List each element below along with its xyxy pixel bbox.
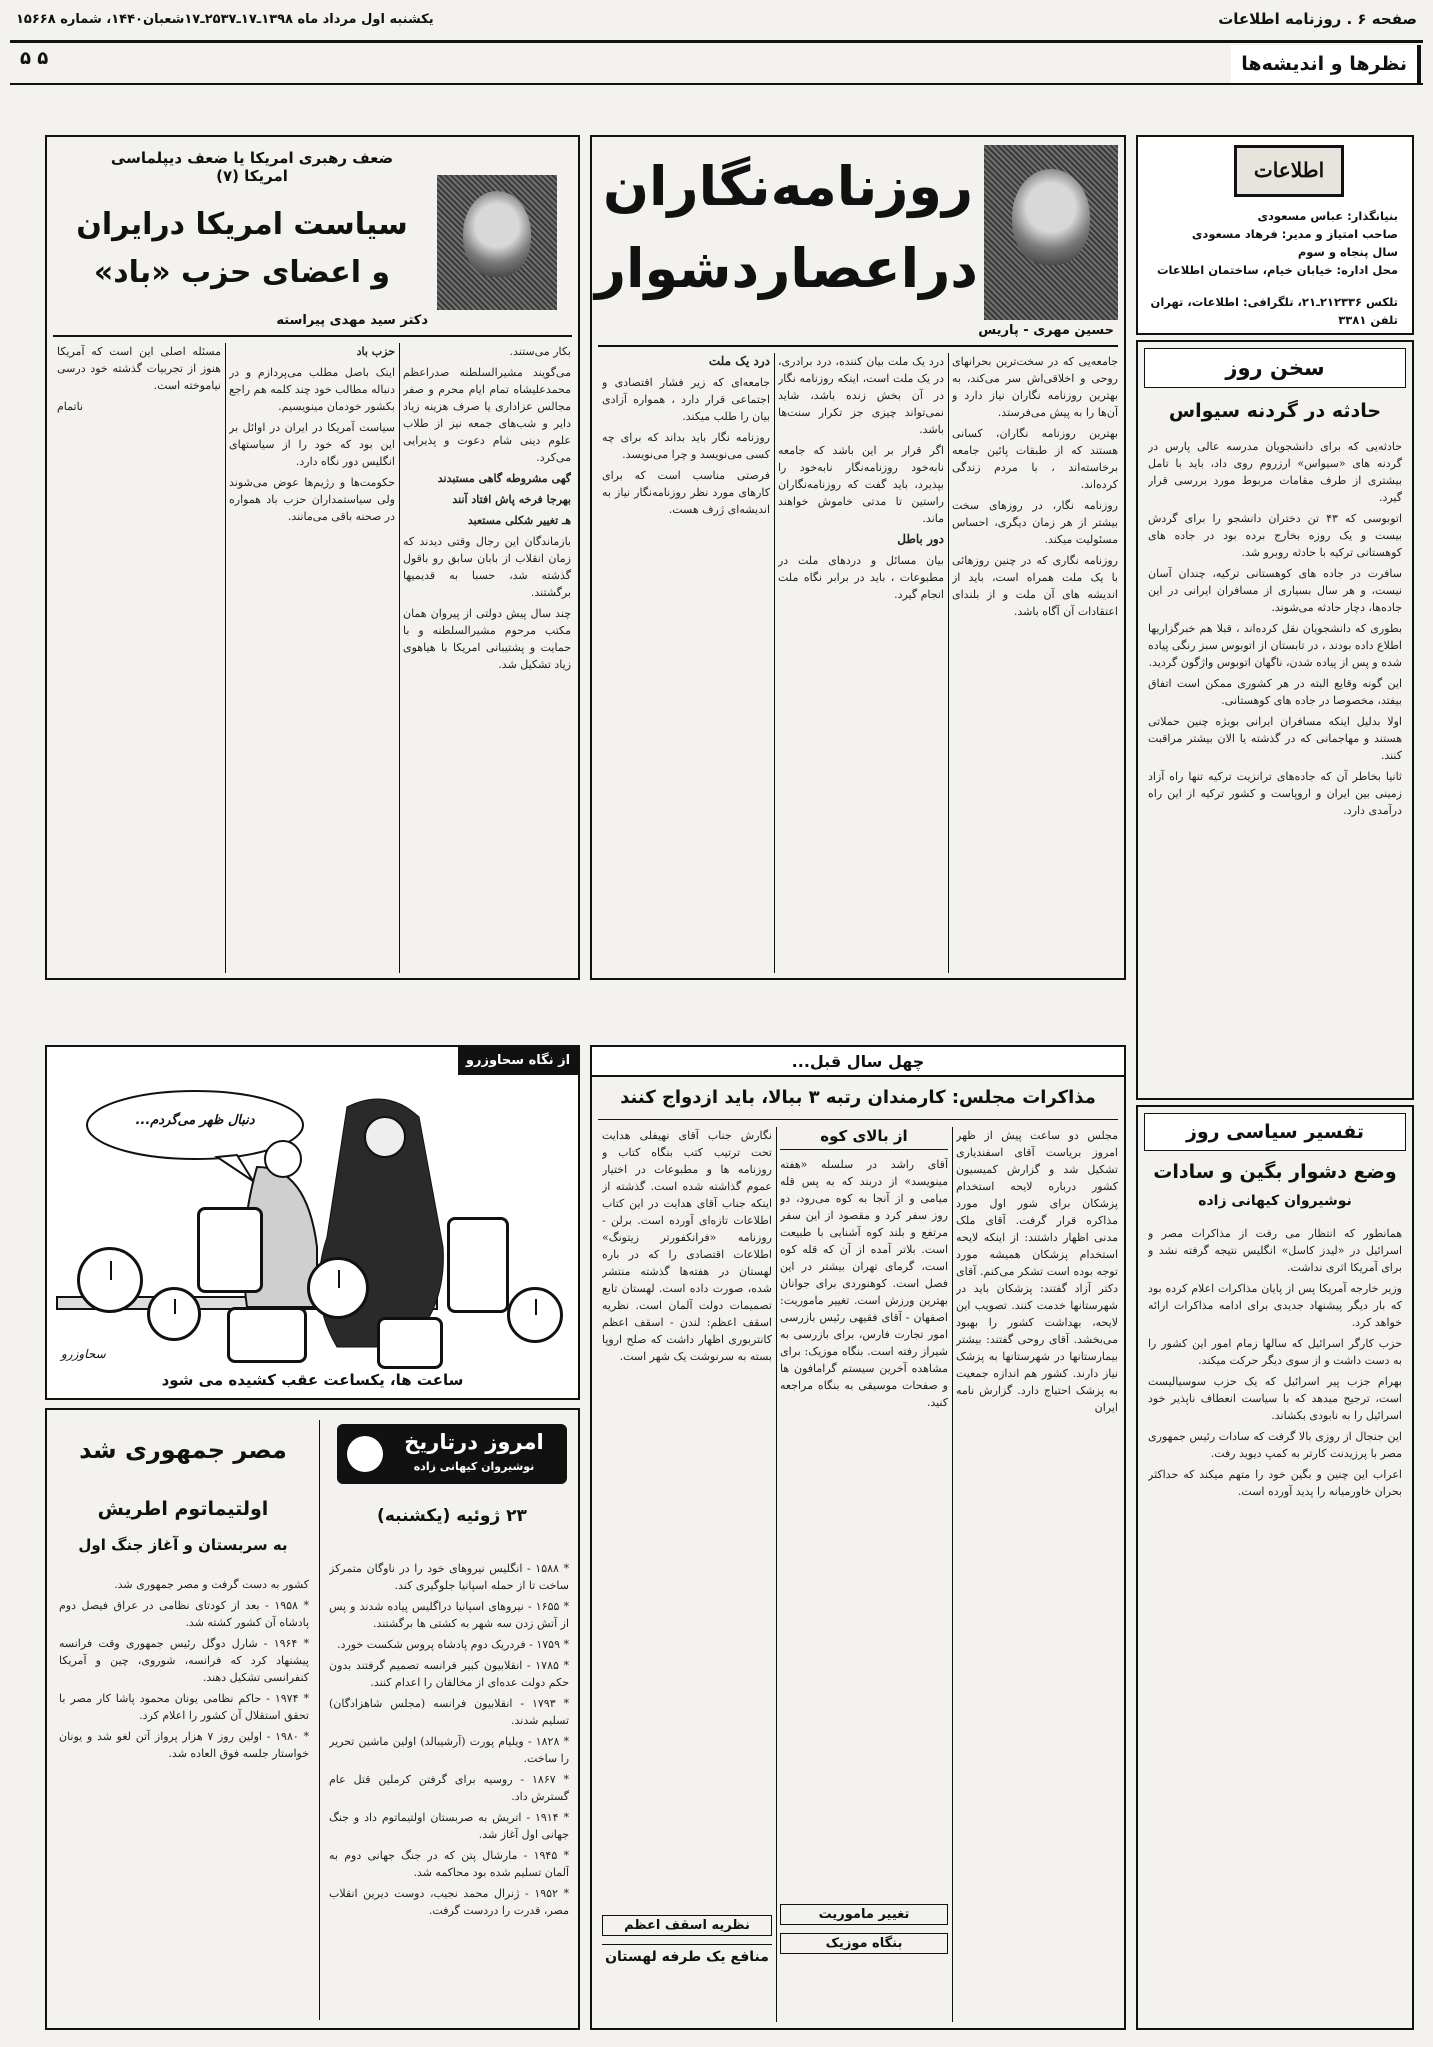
- col-divider: [776, 1127, 777, 2022]
- rz-subhead: دور باطل: [897, 532, 944, 546]
- sa-end: ناتمام: [57, 400, 83, 413]
- sa-para: بازماندگان این رجال وقتی دیدند که زمان انقلاب از بابان سابق رو باقول گذشته شد، حسبا به قدیمیها برگشتند.: [403, 535, 571, 599]
- siasat-rule: [53, 335, 572, 337]
- sokhan-rooz-label-box: [1144, 348, 1406, 388]
- rz-para: جامعه‌ای که زیر فشار اقتصادی و اجتماعی قرار دارد ، همواره آزادی بیان را طلب میکند.: [602, 376, 770, 423]
- mesr-sub1: اولتیماتوم اطریش: [97, 1498, 269, 1520]
- clock-icon: [507, 1287, 563, 1343]
- chehel-col3-sub1: نظریه اسقف اعظم: [602, 1915, 772, 1936]
- emrooz-item: * ۱۷۹۳ - انقلابیون فرانسه (مجلس شاهزادگان) تسلیم شدند.: [329, 1697, 569, 1727]
- tafsir-box: [1136, 1105, 1414, 2030]
- chehel-col2-title: از بالای کوه: [780, 1127, 948, 1150]
- chehel-sal-box: [590, 1045, 1126, 2030]
- mesr-list: [59, 1576, 309, 2022]
- cartoon-box: [45, 1045, 580, 1400]
- page-marker: ۵ ۵: [20, 48, 49, 69]
- emrooz-item: * ۱۶۵۵ - نیروهای اسپانیا دراگلیس پیاده شدند و پس از آتش زدن سه شهر به کشتی ها برگشتند.: [329, 1600, 569, 1630]
- sokhan-para: این گونه وقایع البته در هر کشوری ممکن است اتفاق بیفتد، مخصوصا در جاده های کوهستانی.: [1148, 677, 1402, 707]
- masthead-phone: تلکس ۲۱۲۳۳۶ـ۲۱، تلگرافی: اطلاعات، تهران: [1150, 295, 1398, 309]
- sa-para: سیاست آمریکا در ایران در اوائل بر این بود که خود را از سیاستهای انگلیس دور نگاه دارد.: [229, 421, 395, 468]
- masthead-year: سال پنجاه و سوم: [1297, 245, 1398, 259]
- sokhan-para: بطوری که دانشجویان نقل کرده‌اند ، قبلا هم خبرگزاریها اطلاع داده بودند ، در تابستان از اتوبوس سبز رنگی پیاده شده و پس از پیاده شدن، ناگهان اتوبوس واژگون گردید.: [1148, 622, 1402, 669]
- siasat-box: [45, 135, 580, 980]
- man-head: [265, 1141, 301, 1177]
- author-photo: [984, 145, 1118, 320]
- emrooz-date: ۲۳ ژوئیه (یکشنبه): [377, 1506, 527, 1526]
- rz-para: بهترین روزنامه نگاران، کسانی هستند که از طبقات پائین جامعه برخاسته‌اند ، با مردم زندگی کرده‌اند.: [952, 427, 1118, 491]
- top-header: [0, 0, 1433, 86]
- rz-para: درد یک ملت بیان کننده، درد برادری، در یک ملت است، اینکه روزنامه نگار در آن بخش زنده باشد، شاید نمی‌تواند چیزی جز تکرار سنت‌ها باشد.: [778, 355, 944, 436]
- sokhan-para: اتوبوسی که ۴۳ تن دختران دانشجو را برای گردش بیست و یک روزه بخارج برده بود در جاده های کوهستانی ترکیه با حادثه روبرو شد.: [1148, 512, 1402, 559]
- date-info: یکشنبه اول مرداد ماه ۱۳۹۸ـ۱۷ـ۲۵۳۷ـ۱۷شعبان۱۴۴۰، شماره ۱۵۶۶۸: [16, 12, 434, 27]
- sa-para: بکار می‌ستند.: [509, 345, 571, 358]
- cartoon-caption: ساعت ها، یکساعت عقب کشیده می شود: [161, 1371, 464, 1389]
- clock-icon: [447, 1217, 509, 1313]
- page-info: صفحه ۶ . روزنامه اطلاعات: [1218, 10, 1417, 28]
- rz-para: روزنامه نگار، در روزهای سخت بیشتر از هر زمان دیگری، احساس مسئولیت میکند.: [952, 499, 1118, 546]
- emrooz-item: * ۱۷۵۹ - فردریک دوم پادشاه پروس شکست خورد.: [337, 1638, 569, 1651]
- chehel-col-3: [602, 1127, 772, 2022]
- emrooz-item: * ۱۹۴۵ - مارشال پتن که در جنگ جهانی دوم به آلمان تسلیم شده بود محاکمه شد.: [329, 1849, 569, 1879]
- header-rule-2: [10, 83, 1423, 85]
- masthead-box: [1136, 135, 1414, 335]
- chehel-col2-sub1: تغییر ماموریت: [780, 1904, 948, 1925]
- mesr-item: * ۱۹۸۰ - اولین روز ۷ هزار پرواز آتن لغو شد و یونان خواستار جلسه فوق العاده شد.: [59, 1730, 309, 1760]
- cartoon-speech: دنبال ظهر می‌گردم...: [135, 1113, 255, 1128]
- tafsir-body: [1148, 1225, 1402, 2020]
- siasat-headline-1: سیاست امریکا درایران: [76, 207, 408, 242]
- masthead-founder: بنیانگذار: عباس مسعودی: [1257, 209, 1398, 223]
- tafsir-para: وزیر خارجه آمریکا پس از پایان مذاکرات اعلام کرده بود که بار دیگر پیشنهاد جدیدی برای ادامه مذاکرات ارائه خواهد کرد.: [1148, 1282, 1402, 1329]
- sokhan-para: ثانیا بخاطر آن که جاده‌های ترانزیت ترکیه تنها راه آزاد زمینی بین ایران و اروپاست و کشور ترکیه از این راه درآمدی دارد.: [1148, 770, 1402, 817]
- siasat-col-2: [229, 343, 395, 973]
- clock-icon: [307, 1257, 369, 1319]
- sokhan-para: سافرت در جاده های کوهستانی ترکیه، چندان آسان نیست، و هر سال بسیاری از مسافران ایرانی در این جاده‌ها، دچار حادثه می‌شوند.: [1148, 567, 1402, 614]
- roznamenegaran-rule: [598, 345, 1118, 347]
- sokhan-rooz-body: [1148, 438, 1402, 1088]
- emrooz-item: * ۱۹۵۲ - ژنرال محمد نجیب، دوست دیرین انقلاب مصر، قدرت را دردست گرفت.: [329, 1887, 569, 1917]
- emrooz-logo: [337, 1424, 567, 1484]
- col-divider: [399, 343, 400, 973]
- tafsir-label: تفسیر سیاسی روز: [1185, 1121, 1365, 1143]
- tafsir-para: بهرام جزب پیر اسرائیل که یک حزب سوسیالیست است، ترجیح میدهد که با سیاست انعطاف ناپذیر خود اسرائیل را به نابودی بکشاند.: [1148, 1375, 1402, 1422]
- sa-para: حکومت‌ها و رژیم‌ها عوض می‌شوند ولی سیاستمداران حزب باد همواره در صحنه باقی می‌مانند.: [229, 476, 395, 523]
- col-divider: [225, 343, 226, 973]
- sa-subhead: حزب باد: [356, 345, 395, 358]
- roznamenegaran-col-2: [778, 353, 944, 973]
- sokhan-rooz-box: [1136, 340, 1414, 1100]
- emrooz-item: * ۱۸۲۸ - ویلیام پورت (آرشیبالد) اولین ماشین تحریر را ساخت.: [329, 1735, 569, 1765]
- emrooz-logo-title: امروز درتاریخ: [404, 1430, 544, 1454]
- masthead-address: محل اداره: خیابان خیام، ساختمان اطلاعات: [1156, 263, 1398, 277]
- emrooz-item: * ۱۸۶۷ - روسیه برای گرفتن کرملین قتل عام گسترش داد.: [329, 1773, 569, 1803]
- tafsir-author: نوشیروان کیهانی زاده: [1198, 1193, 1352, 1209]
- speech-bubble-tail: [217, 1155, 253, 1181]
- emrooz-item: * ۱۵۸۸ - انگلیس نیروهای خود را در ناوگان متمرکز ساخت تا از حمله اسپانیا جلوگیری کند.: [329, 1562, 569, 1592]
- tafsir-para: همانطور که انتظار می رفت از مذاکرات مصر و اسرائیل در «لیدز کاسل» انگلیس نتیجه گرفته نشد و برای آمریکا اثری نداشت.: [1148, 1227, 1402, 1274]
- clock-icon: [197, 1207, 263, 1293]
- rz-subhead: درد یک ملت: [708, 354, 770, 368]
- sokhan-para: اولا بدلیل اینکه مسافران ایرانی بویژه چنین حملاتی هستند و مهاجمانی که در گذشته یا الان بیشتر مراقبت کنند.: [1148, 715, 1402, 762]
- section-label: [1231, 45, 1421, 83]
- roznamenegaran-col-3: [602, 353, 770, 973]
- rz-para: بیان مسائل و دردهای ملت در مطبوعات ، باید در برابر نگاه ملت انجام گیرد.: [778, 554, 944, 601]
- col-divider: [948, 353, 949, 973]
- woman-head: [365, 1117, 405, 1157]
- author-photo-2: [437, 175, 557, 310]
- mesr-headline: مصر جمهوری شد: [79, 1436, 287, 1464]
- mesr-item: * ۱۹۵۸ - بعد از کودتای نظامی در عراق فیصل دوم پادشاه آن کشور کشته شد.: [59, 1599, 309, 1629]
- emrooz-logo-author: نوشیروان کیهانی زاده: [413, 1460, 535, 1473]
- masthead-logo: [1234, 145, 1344, 197]
- emrooz-list: [329, 1560, 569, 2022]
- chehel-col3-title: منافع یک طرفه لهستان: [602, 1944, 772, 1965]
- sokhan-rooz-headline: حادثه در گردنه سیواس: [1168, 400, 1382, 422]
- rz-para: اگر قرار بر این باشد که جامعه نابه‌خود روزنامه‌نگار نابه‌خود را بپذیرد، باید گفت که روزنامه‌نگاران راستین تا مدتی خاموش خواهند ماند.: [778, 444, 944, 525]
- tafsir-para: اعراب این چنین و بگین خود را متهم میکند که حداکثر بحران خاورمیانه را پدید آورده است.: [1148, 1468, 1402, 1498]
- drum-icon: [347, 1436, 383, 1472]
- sa-subhead: گهی مشروطه گاهی مستبدند: [437, 472, 571, 485]
- rz-para: جامعه‌یی که در سخت‌ترین بحرانهای روحی و اخلاقی‌اش سر می‌کند، به بهترین روزنامه نگاران نیاز دارد و آن‌ها را به پیش می‌فرستد.: [952, 355, 1118, 419]
- chehel-sal-rule: [598, 1119, 1118, 1120]
- roznamenegaran-headline-2: دراعصاردشوار: [594, 237, 978, 300]
- tafsir-label-box: [1144, 1113, 1406, 1151]
- sokhan-para: حادثه‌یی که برای دانشجویان مدرسه عالی پارس در گردنه های «سیواس» ارزروم روی داد، باید با تامل بیشتری از طرف مقامات مربوط مورد بررسی قرار گیرد.: [1148, 440, 1402, 504]
- col-divider: [319, 1420, 320, 2020]
- history-box: [45, 1408, 580, 2030]
- tafsir-headline: وضع دشوار بگین و سادات: [1153, 1161, 1397, 1183]
- chehel-col-2: [780, 1127, 948, 2022]
- roznamenegaran-headline-1: روزنامه‌نگاران: [602, 155, 974, 218]
- author-face-2: [463, 191, 531, 277]
- roznamenegaran-box: [590, 135, 1126, 980]
- chehel-col2-body: آقای راشد در سلسله «هفته مینویسد» از دربند که به پس قله میامی و از آنجا به کوه می‌رود، دو روز سفر کرد و مقصود از این سفر مرتفع و بلند کوه آشنایی با طبیعت است. بلاتر آمده از آن که قله کوه است، گرمای تهران بیشتر در این فصل است. کوهنوردی برای جوانان بهترین ورزش است. تغییر ماموریت: اصفهان - آقای فقیهی رئیس بازرسی امور تجارت فارس، برای بازرسی به شیراز رفته است. بنگاه موزیک: برای مشاهده آخرین سیستم گرامافون ها و صفحات موسیقی به بنگاه مراجعه کنید.: [780, 1158, 948, 1409]
- sokhan-rooz-label: سخن روز: [1225, 356, 1325, 380]
- logo-text: اطلاعات: [1253, 158, 1325, 182]
- mesr-item: کشور به دست گرفت و مصر جمهوری شد.: [114, 1578, 309, 1591]
- author-face: [1012, 169, 1090, 265]
- clock-icon: [377, 1317, 443, 1369]
- chehel-col3-body: نگارش جناب آقای نهیفلی هدایت تحت ترتیب کتب بنگاه کتاب و روزنامه ها و مطبوعات در اختیار عموم گذاشته شده است. گذشته از اینکه جناب آقای هدایت در این کتاب اطلاعات تازه‌ای آورده است. برلن - روزنامه «فرانکفورتر زیتونگ» اطلاعات اقتصادی را که در باره لهستان در هفته‌ها گذشته منتشر شده، صورت داده است. لهستان تابع تصمیمات دولت آلمان است. نظریه اسقف اعظم: لندن - اسقف اعظم کانتربوری اظهار داشت که صلح اروپا بسته به سرنوشت یک شهر است.: [602, 1129, 772, 1363]
- cartoon-label: از نگاه سحاوزرو: [465, 1053, 571, 1068]
- section-title: نظرها و اندیشه‌ها: [1241, 53, 1407, 75]
- clock-icon: [227, 1307, 307, 1363]
- chehel-sal-label: چهل سال قبل...: [791, 1052, 925, 1071]
- chehel-col-1: مجلس دو ساعت پیش از ظهر امروز بریاست آقای اسفندیاری تشکیل شد و گزارش کمیسیون کشور درباره لایحه استخدام پزشکان برای شور اول مورد مذاکره قرار گرفت. آقای ملک مدنی اظهار داشتند: از اینکه لایحه استخدام پزشکان همیشه مورد توجه بوده است تشکر می‌کنم. آقای دکتر آزاد گفتند: پزشکان باید در شهرستانها خدمت کنند. تصویب این لایحه، بهداشت کشور را بهبود می‌بخشد. آقای روحی گفتند: بیشتر بیمارستانها در شهرستانها به پزشک نیاز دارند. کشور هم اندازه جمعیت به پزشک احتیاج دارد. گزارش نامه ایران: [956, 1129, 1118, 1414]
- sa-para: چند سال پیش دولتی از پیروان همان مکتب مرحوم مشیرالسلطنه و با حمایت و پشتیبانی امریکا با هیاهوی زیاد تشکیل شد.: [403, 607, 571, 671]
- rz-para: روزنامه نگاری که در چنین روزهائی با یک ملت همراه است، باید از اندیشه های آن ملت و از بلندای اعتقادات آن آگاه باشد.: [952, 554, 1118, 618]
- emrooz-item: * ۱۹۱۴ - اتریش به صربستان اولتیماتوم داد و جنگ جهانی اول آغاز شد.: [329, 1811, 569, 1841]
- col-divider: [774, 353, 775, 973]
- siasat-col-1: [403, 343, 571, 973]
- siasat-author: دکتر سید مهدی پیراسته: [276, 313, 428, 328]
- siasat-col-3: [57, 343, 221, 973]
- rz-para: فرصتی مناسب است که برای کارهای مورد نظر روزنامه‌نگار نیاز به اندیشه‌ای ژرف هست.: [602, 469, 770, 516]
- chehel-sal-label-box: [592, 1047, 1124, 1077]
- masthead-phone2: تلفن ۳۳۸۱: [1338, 313, 1398, 327]
- sa-para: می‌گویند مشیرالسلطنه صدراعظم محمدعلیشاه تمام ایام محرم و صفر مجالس عزاداری یا صرف هزینه زیاد دایر و شب‌های جمعه نیز از طلاب علوم دینی شام دعوت و پذیرایی می‌کرد.: [403, 366, 571, 464]
- roznamenegaran-author: حسین مهری - پاریس: [978, 323, 1114, 338]
- sa-subhead: هـ تغییر شکلی مستعبد: [467, 514, 571, 527]
- header-rule: [10, 40, 1423, 43]
- tafsir-para: این جنجال از روزی بالا گرفت که سادات رئیس جمهوری مصر با پرزیدنت کارتر به کمپ دیوید رفت.: [1148, 1430, 1402, 1460]
- rz-para: روزنامه نگار باید بداند که برای چه کسی می‌نویسد و چرا می‌نویسد.: [602, 431, 770, 461]
- sa-subhead: بهرجا فرخه پاش افتاد آنند: [452, 493, 571, 506]
- cartoon-signature: سحاوزرو: [61, 1347, 106, 1361]
- emrooz-item: * ۱۷۸۵ - انقلابیون کبیر فرانسه تصمیم گرفتند بدون حکم دولت عده‌ای از مخالفان را اعدام کنند.: [329, 1659, 569, 1689]
- siasat-supertitle: ضعف رهبری امریکا یا ضعف دیپلماسی امریکا (۷): [110, 149, 394, 185]
- clock-icon: [147, 1287, 201, 1341]
- col-divider: [952, 1127, 953, 2022]
- sa-para: مسئله اصلی این است که آمریکا هنوز از تجربیات گذشته خود درسی نیاموخته است.: [57, 345, 221, 392]
- masthead-publisher: صاحب امتیاز و مدیر: فرهاد مسعودی: [1191, 227, 1398, 241]
- chehel-col2-sub2: بنگاه موزیک: [780, 1933, 948, 1954]
- clock-icon: [77, 1247, 143, 1313]
- mesr-item: * ۱۹۶۴ - شارل دوگل رئیس جمهوری وقت فرانسه پیشنهاد کرد که فرانسه، شوروی، چین و آمریکا کنفرانسی تشکیل دهند.: [59, 1637, 309, 1684]
- mesr-sub2: به سربستان و آغاز جنگ اول: [78, 1536, 288, 1554]
- tafsir-para: حزب کارگر اسرائیل که سالها زمام امور این کشور را به دست داشت و از سوی دیگر حرکت میکند.: [1148, 1337, 1402, 1367]
- chehel-sal-headline: مذاکرات مجلس: کارمندان رتبه ۳ ببالا، باید ازدواج کنند: [620, 1087, 1096, 1108]
- sa-para: اینک باصل مطلب می‌پردازم و در دنباله مطالب خود چند کلمه هم راجع بکشور خودمان مینویسیم.: [229, 366, 395, 413]
- siasat-headline-2: و اعضای حزب «باد»: [93, 255, 391, 290]
- roznamenegaran-col-1: [952, 353, 1118, 973]
- mesr-item: * ۱۹۷۴ - حاکم نظامی یونان محمود پاشا کار مصر با تحقق استقلال آن کشور را اعلام کرد.: [59, 1692, 309, 1722]
